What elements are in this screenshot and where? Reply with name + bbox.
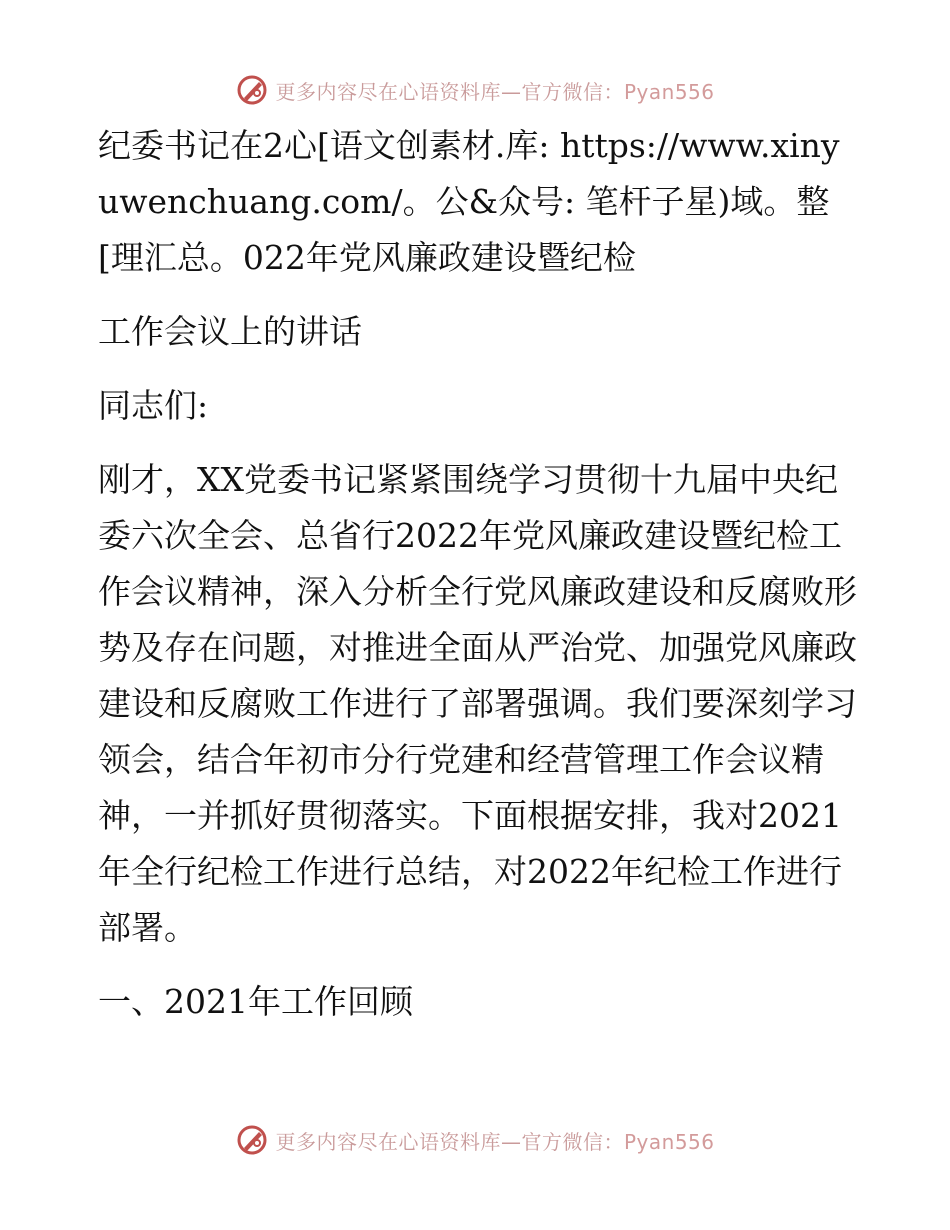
pen-logo-icon: [235, 73, 269, 107]
watermark-text: [275, 76, 714, 105]
title-line-continued: 工作会议上的讲话: [98, 312, 362, 351]
watermark-dash: —: [500, 79, 522, 104]
body-paragraph: 刚才，XX党委书记紧紧围绕学习贯彻十九届中央纪委六次全会、总省行2022年党风廉政建设暨纪检工作会议精神，深入分析全行党风廉政建设和反腐败形势及存在问题，对推进全面从严治党、加强党风廉政建设和反腐败工作进行了部署强调。我们要深刻学习领会，结合年初市分行党建和经营管理工作会议精神，一并抓好贯彻落实。下面根据安排，我对2021年全行纪检工作进行总结，对2022年纪检工作进行部署。: [98, 460, 857, 947]
watermark-text: [275, 1126, 714, 1155]
watermark-main: 更多内容尽在心语资料库: [275, 1129, 501, 1154]
watermark-id: Pyan556: [623, 1129, 715, 1154]
watermark-group: [235, 73, 714, 107]
header-watermark: [0, 70, 950, 110]
watermark-id: Pyan556: [623, 79, 715, 104]
watermark-dash: —: [500, 1129, 522, 1154]
watermark-channel: 官方微信：: [521, 79, 624, 104]
footer-watermark: [0, 1120, 950, 1160]
title-line: 纪委书记在2心[语文创素材.库: https://www.xinyuwenchuang.com/。公&众号: 笔杆子星)域。整[理汇总。022年党风廉政建设暨纪检: [98, 126, 840, 277]
watermark-main: 更多内容尽在心语资料库: [275, 79, 501, 104]
salutation: 同志们:: [98, 386, 209, 425]
section-heading: 一、2021年工作回顾: [98, 982, 413, 1021]
document-body: [98, 118, 858, 1030]
watermark-group: [235, 1123, 714, 1157]
pen-logo-icon: [235, 1123, 269, 1157]
watermark-channel: 官方微信：: [521, 1129, 624, 1154]
